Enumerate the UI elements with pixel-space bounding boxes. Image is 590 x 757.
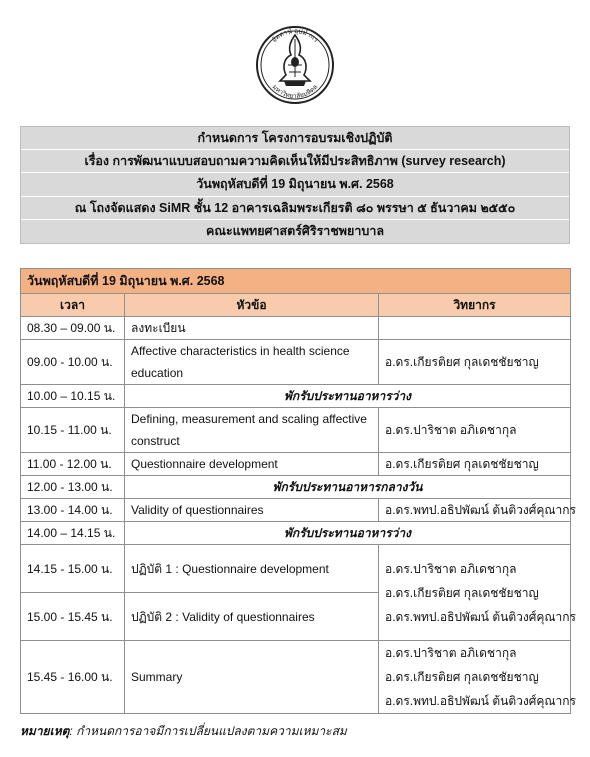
speaker-name: อ.ดร.ปาริชาต อภิเดชากุล xyxy=(385,561,517,576)
footnote-text: : กำหนดการอาจมีการเปลี่ยนแปลงตามความเหมาะสม xyxy=(69,724,347,738)
footnote xyxy=(20,722,347,741)
column-header-speaker: วิทยากร xyxy=(379,294,571,317)
row-time: 12.00 - 13.00 น. xyxy=(21,476,125,499)
row-time: 11.00 - 12.00 น. xyxy=(21,453,125,476)
speaker-name: อ.ดร.เกียรติยศ กุลเดชชัยชาญ xyxy=(385,585,539,600)
seal-emblem-icon xyxy=(254,15,336,115)
row-time: 10.00 – 10.15 น. xyxy=(21,385,125,408)
table-row xyxy=(21,641,571,714)
table-row xyxy=(21,408,571,453)
table-row xyxy=(21,317,571,340)
summary-speakers xyxy=(379,641,576,714)
break-row xyxy=(21,522,571,545)
break-row xyxy=(21,385,571,408)
schedule-table xyxy=(20,268,576,714)
workshop-speakers xyxy=(379,545,576,641)
header-subject: เรื่อง การพัฒนาแบบสอบถามความคิดเห็นให้มีประสิทธิภาพ (survey research) xyxy=(21,150,569,173)
row-time: 14.00 – 14.15 น. xyxy=(21,522,125,545)
speaker-name: อ.ดร.ปาริชาต อภิเดชากุล xyxy=(385,646,517,660)
speaker-name: อ.ดร.พทป.อธิปพัฒน์ ต้นติวงศ์คุณากร xyxy=(385,694,576,708)
break-label: พักรับประทานอาหารว่าง xyxy=(125,385,571,408)
row-time: 13.00 - 14.00 น. xyxy=(21,499,125,522)
column-header-row xyxy=(21,294,571,317)
row-topic: ปฏิบัติ 1 : Questionnaire development xyxy=(125,545,379,593)
row-speaker: อ.ดร.เกียรติยศ กุลเดชชัยชาญ xyxy=(379,340,571,385)
row-time: 08.30 – 09.00 น. xyxy=(21,317,125,340)
header-title: กำหนดการ โครงการอบรมเชิงปฏิบัติ xyxy=(21,127,569,150)
seal-bottom-text: มหาวิทยาลัยมหิดล xyxy=(270,82,320,101)
university-seal-logo xyxy=(254,15,336,115)
column-header-topic: หัวข้อ xyxy=(125,294,379,317)
table-row xyxy=(21,545,571,593)
row-topic: Affective characteristics in health science education xyxy=(125,340,379,385)
break-row xyxy=(21,476,571,499)
row-speaker: อ.ดร.พทป.อธิปพัฒน์ ต้นติวงศ์คุณากร xyxy=(379,499,571,522)
row-time: 09.00 - 10.00 น. xyxy=(21,340,125,385)
header-venue: ณ โถงจัดแสดง SiMR ชั้น 12 อาคารเฉลิมพระเกียรติ ๘๐ พรรษา ๕ ธันวาคม ๒๕๕๐ xyxy=(21,197,569,220)
row-speaker xyxy=(379,317,571,340)
row-speaker: อ.ดร.ปาริชาต อภิเดชากุล xyxy=(379,408,571,453)
seal-top-text: อัตตานํ อุปมํ กเร xyxy=(270,26,320,44)
row-topic: Defining, measurement and scaling affective construct xyxy=(125,408,379,453)
row-topic: ลงทะเบียน xyxy=(125,317,379,340)
schedule-date: วันพฤหัสบดีที่ 19 มิถุนายน พ.ศ. 2568 xyxy=(21,269,571,294)
row-topic: Validity of questionnaires xyxy=(125,499,379,522)
table-row xyxy=(21,499,571,522)
schedule-date-row xyxy=(21,269,571,294)
row-topic: ปฏิบัติ 2 : Validity of questionnaires xyxy=(125,593,379,641)
program-header xyxy=(20,126,570,244)
speaker-name: อ.ดร.พทป.อธิปพัฒน์ ต้นติวงศ์คุณากร xyxy=(385,609,576,624)
row-time: 15.00 - 15.45 น. xyxy=(21,593,125,641)
table-row xyxy=(21,453,571,476)
header-date: วันพฤหัสบดีที่ 19 มิถุนายน พ.ศ. 2568 xyxy=(21,173,569,196)
table-row xyxy=(21,340,571,385)
break-label: พักรับประทานอาหารว่าง xyxy=(125,522,571,545)
header-faculty: คณะแพทยศาสตร์ศิริราชพยาบาล xyxy=(205,223,384,238)
column-header-time: เวลา xyxy=(21,294,125,317)
break-label: พักรับประทานอาหารกลางวัน xyxy=(125,476,571,499)
footnote-label: หมายเหตุ xyxy=(20,724,70,738)
row-time: 10.15 - 11.00 น. xyxy=(21,408,125,453)
row-time: 15.45 - 16.00 น. xyxy=(21,641,125,714)
speaker-name: อ.ดร.เกียรติยศ กุลเดชชัยชาญ xyxy=(385,670,539,684)
row-topic: Summary xyxy=(125,641,379,714)
row-time: 14.15 - 15.00 น. xyxy=(21,545,125,593)
row-speaker: อ.ดร.เกียรติยศ กุลเดชชัยชาญ xyxy=(379,453,571,476)
row-topic: Questionnaire development xyxy=(125,453,379,476)
